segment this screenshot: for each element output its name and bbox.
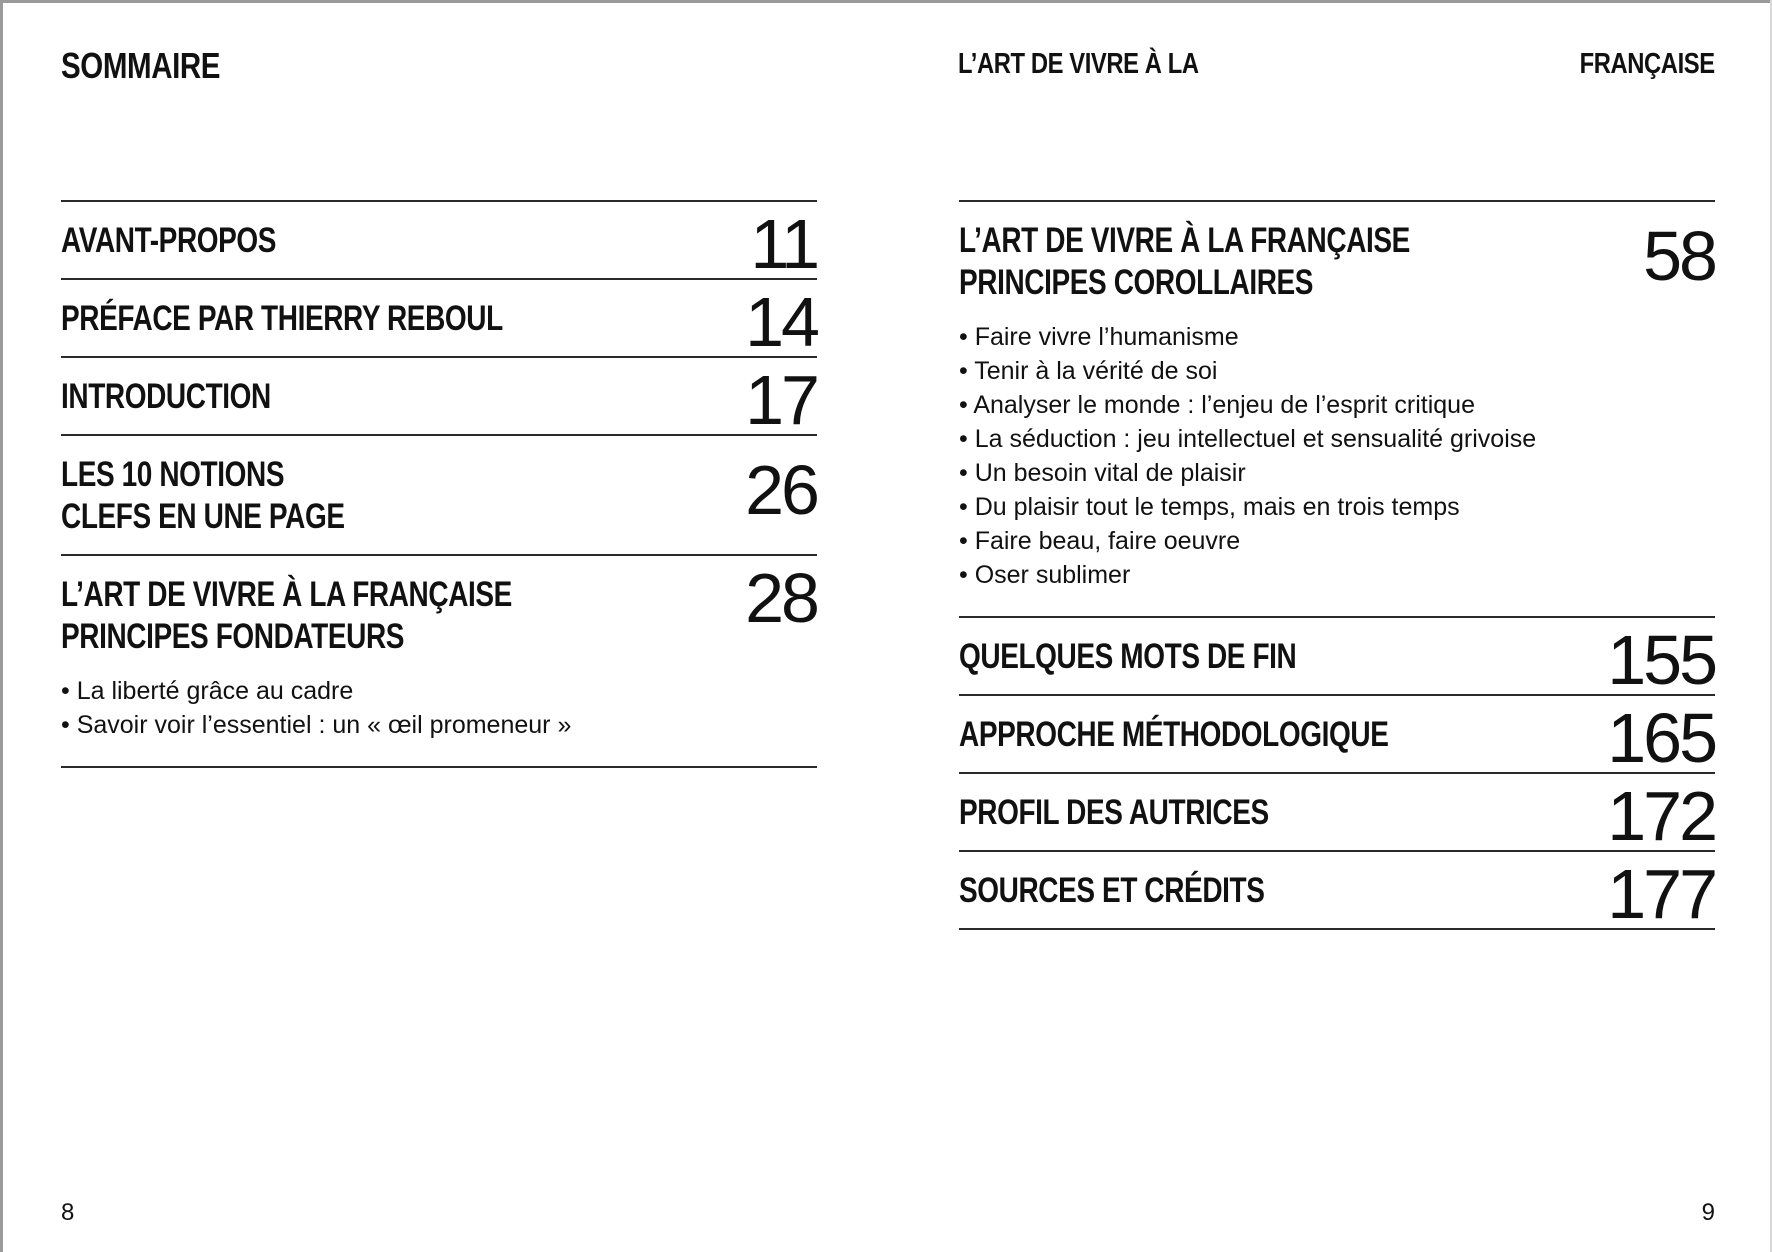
toc-entry: [959, 772, 1715, 855]
page-frame-top: [0, 0, 1772, 3]
toc-subitem: • Tenir à la vérité de soi: [959, 357, 1218, 385]
toc-entry-title-line-1: LES 10 NOTIONS: [61, 455, 285, 494]
toc-entry-title: QUELQUES MOTS DE FIN: [959, 637, 1297, 676]
toc-entry: [61, 434, 817, 554]
toc-entry: [61, 278, 817, 361]
toc-entry-page: 17: [745, 361, 817, 439]
running-head-left: L’ART DE VIVRE À LA: [958, 48, 1199, 80]
page-number-right: 9: [1701, 1199, 1715, 1226]
toc-entry: [959, 694, 1715, 777]
toc-entry-page: 14: [745, 283, 817, 361]
toc-subitem: • La séduction : jeu intellectuel et sensualité grivoise: [959, 425, 1537, 453]
toc-right: [959, 200, 1715, 933]
toc-subitem: • La liberté grâce au cadre: [61, 677, 354, 705]
toc-entry-page: 155: [1607, 621, 1715, 699]
toc-entry-page: 172: [1607, 777, 1715, 855]
toc-entry-title: PROFIL DES AUTRICES: [959, 793, 1269, 832]
toc-entry-page: 177: [1607, 855, 1715, 933]
toc-entry: [959, 616, 1715, 699]
toc-entry-title-line-2: CLEFS EN UNE PAGE: [61, 497, 345, 536]
toc-entry-page: 11: [750, 205, 817, 283]
toc-entry: [61, 356, 817, 439]
toc-subitem: • Oser sublimer: [959, 561, 1131, 589]
page-number-left: 8: [61, 1199, 75, 1226]
toc-entry: [959, 200, 1715, 616]
toc-entry-title-line-2: PRINCIPES COROLLAIRES: [959, 263, 1314, 302]
toc-entry-title: SOURCES ET CRÉDITS: [959, 871, 1265, 910]
toc-entry-title: INTRODUCTION: [61, 377, 271, 416]
toc-subitem: • Faire beau, faire oeuvre: [959, 527, 1241, 555]
toc-subitem: • Savoir voir l’essentiel : un « œil promeneur »: [61, 711, 572, 739]
toc-subitem: • Un besoin vital de plaisir: [959, 459, 1246, 487]
toc-entry-page: 165: [1607, 699, 1715, 777]
toc-entry-page: 58: [1643, 217, 1715, 295]
page-title: SOMMAIRE: [61, 45, 221, 86]
toc-entry: [61, 554, 817, 768]
toc-subitem: • Analyser le monde : l’enjeu de l’esprit critique: [959, 391, 1475, 419]
toc-entry-page: 26: [745, 451, 817, 529]
toc-subitem-list: [959, 320, 1715, 600]
running-head-right: FRANÇAISE: [1579, 48, 1715, 80]
toc-entry-title-line-2: PRINCIPES FONDATEURS: [61, 617, 405, 656]
toc-entry-title: PRÉFACE PAR THIERRY REBOUL: [61, 299, 503, 338]
toc-entry-title-line-1: L’ART DE VIVRE À LA FRANÇAISE: [61, 575, 512, 614]
toc-entry-title: APPROCHE MÉTHODOLOGIQUE: [959, 715, 1389, 754]
toc-subitem: • Faire vivre l’humanisme: [959, 323, 1239, 351]
page-frame-left: [0, 0, 3, 1252]
toc-subitem-list: [61, 674, 817, 750]
toc-subitem: • Du plaisir tout le temps, mais en trois temps: [959, 493, 1460, 521]
toc-left: [61, 200, 817, 768]
toc-entry: [61, 200, 817, 283]
toc-entry-title: AVANT-PROPOS: [61, 221, 277, 260]
toc-entry: [959, 850, 1715, 933]
toc-entry-page: 28: [745, 559, 817, 637]
toc-entry-title-line-1: L’ART DE VIVRE À LA FRANÇAISE: [959, 221, 1410, 260]
